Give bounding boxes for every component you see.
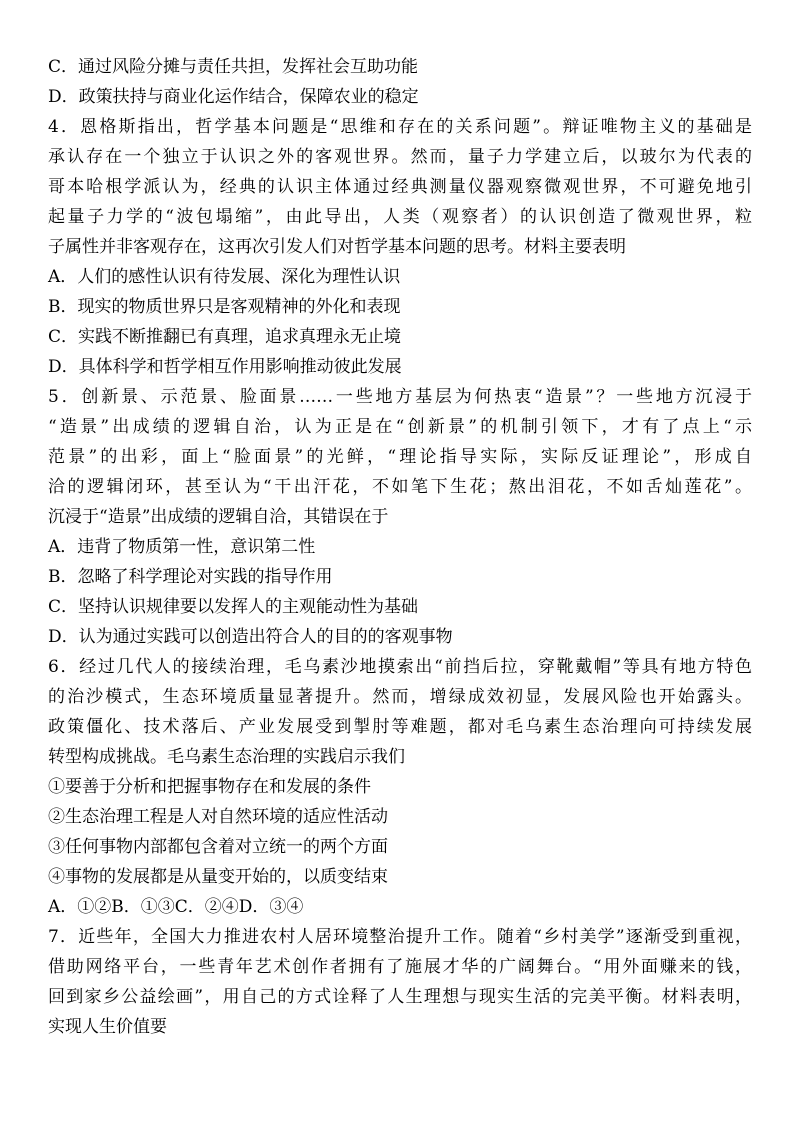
question-7-line-3: 回到家乡公益绘画”，用自己的方式诠释了人生理想与现实生活的完美平衡。材料表明， bbox=[48, 987, 752, 1007]
option-b-q5: B．忽略了科学理论对实践的指导作用 bbox=[48, 567, 333, 587]
question-6-line-3: 政策僵化、技术落后、产业发展受到掣肘等难题，都对毛乌素生态治理向可持续发展 bbox=[48, 717, 752, 737]
option-b-q4: B．现实的物质世界只是客观精神的外化和表现 bbox=[48, 297, 401, 317]
question-7-line-2: 借助网络平台，一些青年艺术创作者拥有了施展才华的广阔舞台。“用外面赚来的钱， bbox=[48, 957, 752, 977]
question-4-line-5: 子属性并非客观存在，这再次引发人们对哲学基本问题的思考。材料主要表明 bbox=[48, 237, 626, 257]
question-4-line-1: 4．恩格斯指出，哲学基本问题是“思维和存在的关系问题”。辩证唯物主义的基础是 bbox=[48, 117, 752, 137]
question-5-line-4: 洽的逻辑闭环，甚至认为“干出汗花，不如笔下生花；熬出泪花，不如舌灿莲花”。 bbox=[48, 477, 752, 497]
option-d-q3: D．政策扶持与商业化运作结合，保障农业的稳定 bbox=[48, 87, 419, 107]
option-a-q5: A．违背了物质第一性，意识第二性 bbox=[48, 537, 316, 557]
statement-3-q6: ③任何事物内部都包含着对立统一的两个方面 bbox=[48, 837, 388, 857]
option-a-q4: A．人们的感性认识有待发展、深化为理性认识 bbox=[48, 267, 401, 287]
statement-2-q6: ②生态治理工程是人对自然环境的适应性活动 bbox=[48, 807, 388, 827]
question-4-line-4: 起量子力学的“波包塌缩”，由此导出，人类（观察者）的认识创造了微观世界，粒 bbox=[48, 207, 752, 227]
question-5-line-5: 沉浸于“造景”出成绩的逻辑自洽，其错误在于 bbox=[48, 507, 389, 527]
question-4-line-3: 哥本哈根学派认为，经典的认识主体通过经典测量仪器观察微观世界，不可避免地引 bbox=[48, 177, 752, 197]
statement-4-q6: ④事物的发展都是从量变开始的，以质变结束 bbox=[48, 867, 388, 887]
option-c-q4: C．实践不断推翻已有真理，追求真理永无止境 bbox=[48, 327, 402, 347]
statement-1-q6: ①要善于分析和把握事物存在和发展的条件 bbox=[48, 777, 371, 797]
question-6-line-4: 转型构成挑战。毛乌素生态治理的实践启示我们 bbox=[48, 747, 405, 767]
question-5-line-3: 范景”的出彩，面上“脸面景”的光鲜，“理论指导实际，实际反证理论”，形成自 bbox=[48, 447, 752, 467]
question-5-line-2: “造景”出成绩的逻辑自治，认为正是在“创新景”的机制引领下，才有了点上“示 bbox=[48, 417, 753, 437]
option-d-q5: D．认为通过实践可以创造出符合人的目的的客观事物 bbox=[48, 627, 453, 647]
question-6-line-2: 的治沙模式，生态环境质量显著提升。然而，增绿成效初显，发展风险也开始露头。 bbox=[48, 687, 752, 707]
question-4-line-2: 承认存在一个独立于认识之外的客观世界。然而，量子力学建立后，以玻尔为代表的 bbox=[48, 147, 752, 167]
exam-page bbox=[48, 52, 752, 1042]
option-c-q3: C．通过风险分摊与责任共担，发挥社会互助功能 bbox=[48, 57, 419, 77]
options-q6: A．①②B．①③C．②④D．③④ bbox=[48, 897, 304, 917]
question-7-line-4: 实现人生价值要 bbox=[48, 1017, 167, 1037]
question-6-line-1: 6．经过几代人的接续治理，毛乌素沙地摸索出“前挡后拉，穿靴戴帽”等具有地方特色 bbox=[48, 657, 752, 677]
question-5-line-1: 5．创新景、示范景、脸面景……一些地方基层为何热衷“造景”？一些地方沉浸于 bbox=[48, 387, 752, 407]
option-d-q4: D．具体科学和哲学相互作用影响推动彼此发展 bbox=[48, 357, 402, 377]
question-7-line-1: 7．近些年，全国大力推进农村人居环境整治提升工作。随着“乡村美学”逐渐受到重视， bbox=[48, 927, 752, 947]
option-c-q5: C．坚持认识规律要以发挥人的主观能动性为基础 bbox=[48, 597, 419, 617]
